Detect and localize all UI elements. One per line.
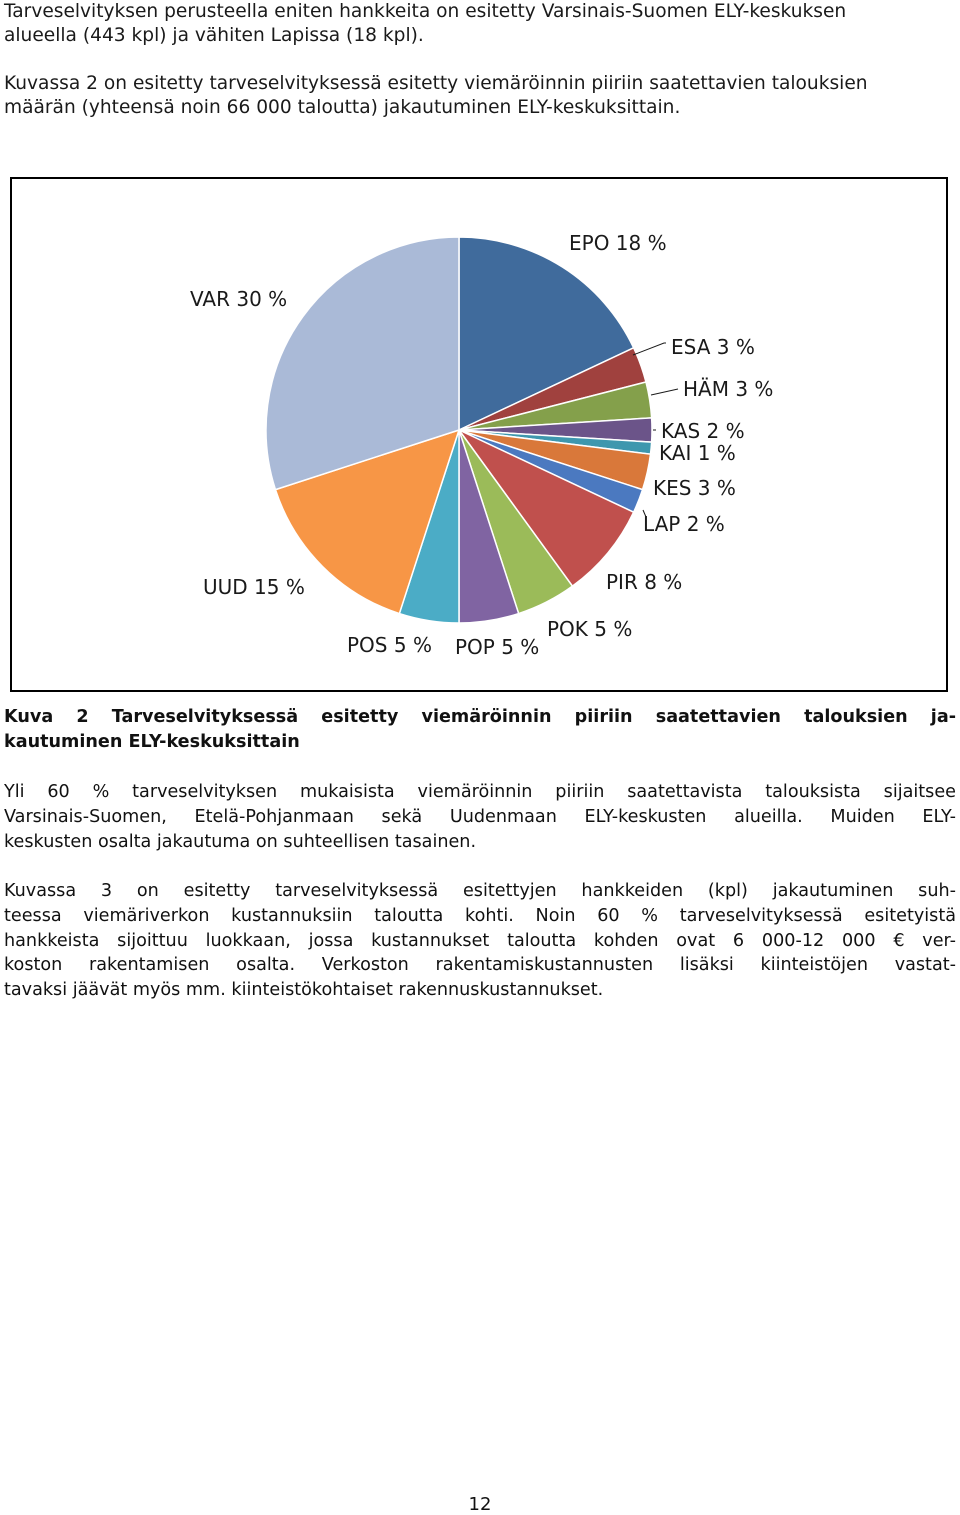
paragraph-4 xyxy=(4,879,956,1003)
slice-label-var: VAR 30 % xyxy=(190,287,288,311)
slice-label-lap: LAP 2 % xyxy=(643,512,725,536)
figure-caption xyxy=(4,705,956,755)
slice-label-kai: KAI 1 % xyxy=(659,441,736,465)
text-line: teessa viemäriverkon kustannuksiin taloutta kohti. Noin 60 % tarveselvityksessä esitetyistä xyxy=(4,905,956,926)
intro-paragraph-2 xyxy=(4,72,868,120)
slice-label-pok: POK 5 % xyxy=(547,617,633,641)
intro-paragraph-1 xyxy=(4,0,846,48)
slice-label-esa: ESA 3 % xyxy=(671,335,755,359)
text-line: Varsinais-Suomen, Etelä-Pohjanmaan sekä Uudenmaan ELY-keskusten alueilla. Muiden ELY- xyxy=(4,806,956,827)
slice-label-uud: UUD 15 % xyxy=(203,575,305,599)
text-line: Yli 60 % tarveselvityksen mukaisista viemäröinnin piiriin saatettavista talouksista sijaitsee xyxy=(4,782,956,802)
text-line: alueella (443 kpl) ja vähiten Lapissa (18 kpl). xyxy=(4,25,424,46)
slice-label-pir: PIR 8 % xyxy=(606,570,683,594)
text-line: Kuvassa 2 on esitetty tarveselvityksessä esitetty viemäröinnin piiriin saatettavien talouksien xyxy=(4,73,868,94)
caption-line: kautuminen ELY-keskuksittain xyxy=(4,731,300,752)
slice-label-kes: KES 3 % xyxy=(653,476,736,500)
text-line: määrän (yhteensä noin 66 000 taloutta) jakautuminen ELY-keskuksittain. xyxy=(4,97,681,118)
page-number: 12 xyxy=(468,1494,492,1515)
slice-label-pop: POP 5 % xyxy=(455,635,540,659)
slice-label-epo: EPO 18 % xyxy=(569,231,667,255)
caption-line: Kuva 2 Tarveselvityksessä esitetty viemäröinnin piiriin saatettavien talouksien ja- xyxy=(4,707,956,727)
text-line: hankkeista sijoittuu luokkaan, jossa kustannukset taloutta kohden ovat 6 000-12 000 € ver- xyxy=(4,930,956,951)
pie-chart-frame xyxy=(10,177,948,692)
text-line: tavaksi jäävät myös mm. kiinteistökohtaiset rakennuskustannukset. xyxy=(4,980,604,1001)
text-line: Kuvassa 3 on esitetty tarveselvityksessä esitettyjen hankkeiden (kpl) jakautuminen suh- xyxy=(4,881,956,901)
slice-label-häm: HÄM 3 % xyxy=(683,377,774,401)
paragraph-3 xyxy=(4,780,956,854)
slice-label-kas: KAS 2 % xyxy=(661,419,745,443)
text-line: koston rakentamisen osalta. Verkoston rakentamiskustannusten lisäksi kiinteistöjen vastat- xyxy=(4,955,956,976)
slice-label-pos: POS 5 % xyxy=(347,633,432,657)
text-line: keskusten osalta jakautuma on suhteellisen tasainen. xyxy=(4,831,477,852)
pie-chart xyxy=(12,179,946,690)
leader-line-häm xyxy=(651,389,678,395)
leader-line-esa xyxy=(633,343,666,355)
text-line: Tarveselvityksen perusteella eniten hankkeita on esitetty Varsinais-Suomen ELY-keskuksen xyxy=(4,1,847,22)
